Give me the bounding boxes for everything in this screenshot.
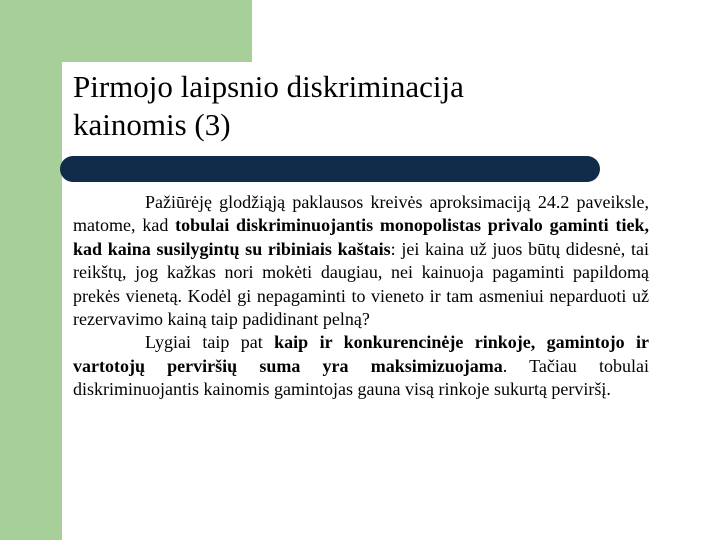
slide-body [73, 191, 649, 402]
paragraph-1-text-start: Pažiūrėję glodžiąją paklausos kreivės aproksimaciją 24.2 paveiksle, matome, kad [73, 192, 649, 236]
slide-title-line-2: kainomis (3) [73, 107, 231, 142]
slide-title-line-1: Pirmojo laipsnio diskriminacija [73, 69, 464, 104]
green-top-decoration [0, 0, 252, 62]
paragraph-2-text-start: Lygiai taip pat [145, 332, 275, 353]
paragraph-1-text-end: : jei kaina už juos būtų didesnė, tai reikštų, jog kažkas nori mokėti daugiau, nei kainuoja pagaminti papildomą prekės vienetą. Kodėl gi nepagaminti to vieneto ir tam asmeniui neparduoti už rezervavimo kainą taip padidinant pelną? [73, 238, 649, 330]
paragraph-2-text-end: . Tačiau tobulai diskriminuojantis kainomis gamintojas gauna visą rinkoje sukurtą perviršį. [73, 355, 649, 400]
title-underline-bar [60, 156, 600, 182]
body-paragraph-1 [73, 191, 649, 331]
paragraph-1-bold-statement: tobulai diskriminuojantis monopolistas privalo gaminti tiek, kad kaina susilygintų su ribiniais kaštais [73, 215, 649, 259]
slide-title [73, 68, 693, 144]
green-sidebar-decoration [0, 0, 62, 540]
body-paragraph-2 [73, 331, 649, 401]
paragraph-2-bold-statement: kaip ir konkurencinėje rinkoje, gamintojo ir vartotojų perviršių suma yra maksimizuojama [73, 332, 649, 376]
